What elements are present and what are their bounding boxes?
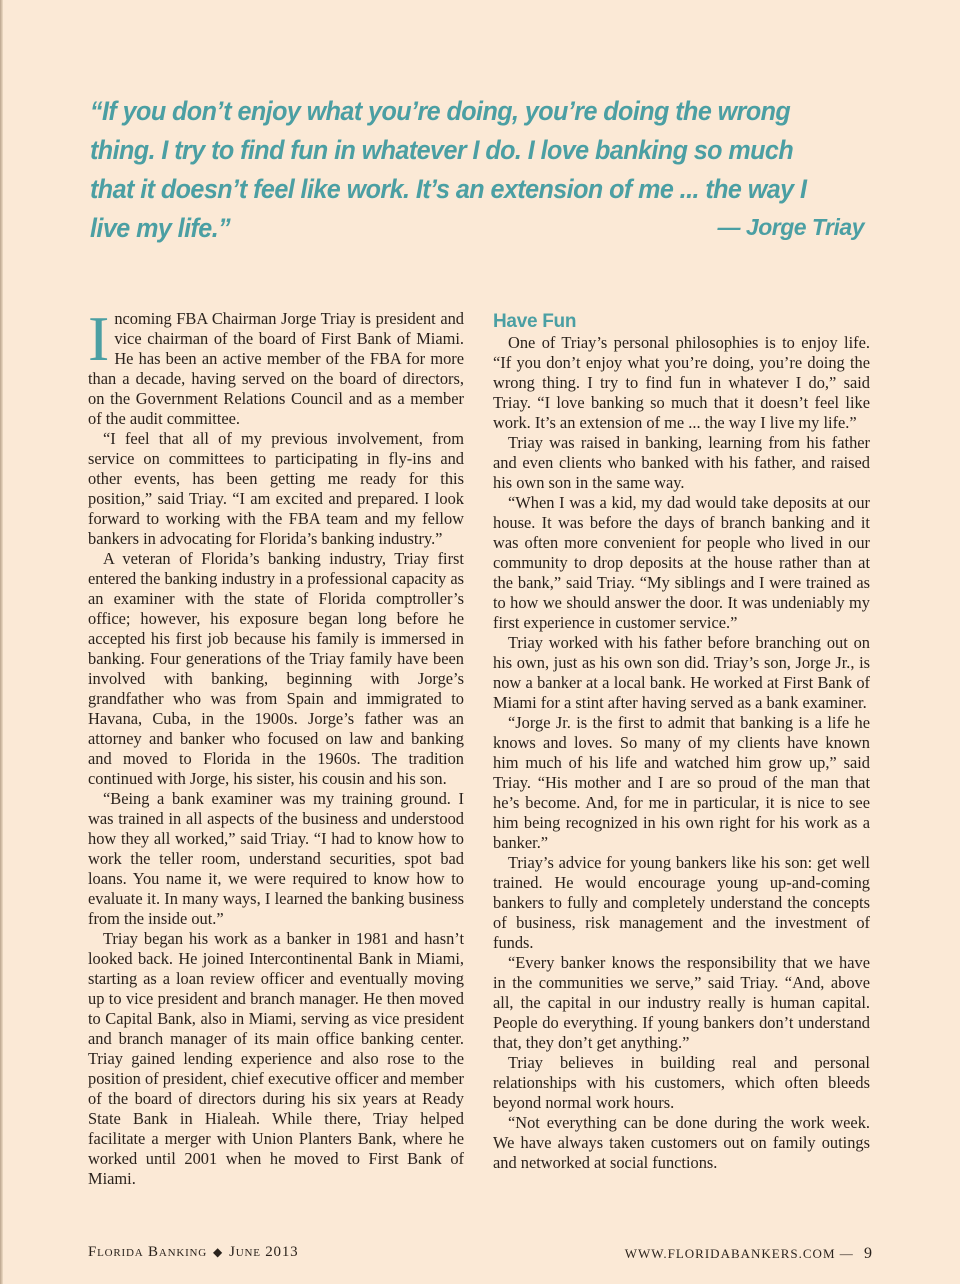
article-paragraph: Triay worked with his father before branching out on his own, just as his own son did. Triay’s son, Jorge Jr., is now a banker at a local bank. He worked at First Bank of Miami for a stint after having served as a bank examiner. <box>493 633 870 712</box>
article-paragraph: Triay began his work as a banker in 1981 and hasn’t looked back. He joined Intercontinental Bank in Miami, starting as a loan review officer and eventually moving up to vice president and branch manager. He then moved to Capital Bank, also in Miami, serving as vice president and branch manager of its main office banking center. Triay gained lending experience and also rose to the position of president, chief executive officer and member of the board of directors during his six years at Ready State Bank in Hialeah. While there, Triay helped facilitate a merger with Union Planters Bank, where he worked until 2001 when he moved to First Bank of Miami. <box>88 929 464 1188</box>
section-heading: Have Fun <box>493 311 577 332</box>
pull-quote: “If you don’t enjoy what you’re doing, you’re doing the wrong thing. I try to find fun in whatever I do. I love banking so much that it doesn’t feel like work. It’s an extension of me ... the way I live my life.” <box>90 96 807 243</box>
pull-quote-attribution: — Jorge Triay <box>717 214 864 240</box>
drop-cap: I <box>88 303 110 374</box>
article-paragraph: Triay’s advice for young bankers like his son: get well trained. He would encourage young up-and-coming bankers to fully and completely understand the concepts of business, risk management and the investment of funds. <box>493 853 870 952</box>
footer-website <box>625 1245 872 1263</box>
article-paragraph: One of Triay’s personal philosophies is to enjoy life. “If you don’t enjoy what you’re doing, you’re doing the wrong thing. I try to find fun in whatever I do,” said Triay. “I love banking so much that it doesn’t feel like work. It’s an extension of me ... the way I live my life.” <box>493 333 870 432</box>
article-paragraph: A veteran of Florida’s banking industry, Triay first entered the banking industry in a professional capacity as an examiner with the state of Florida comptroller’s office; however, his exposure began long before he accepted his first job because his family is immersed in banking. Four generations of the Triay family have been involved with banking, beginning with Jorge’s grandfather who was from Spain and immigrated to Havana, Cuba, in the 1900s. Jorge’s father was an attorney and banker who focused on law and banking and moved to Florida in the 1960s. The tradition continued with Jorge, his sister, his cousin and his son. <box>88 549 464 788</box>
website-url: WWW.FLORIDABANKERS.COM — <box>624 1246 858 1261</box>
article-paragraph: Triay was raised in banking, learning from his father and even clients who banked with his father, and raised his own son in the same way. <box>493 433 870 492</box>
page-edge <box>0 0 3 1284</box>
article-paragraph: “Not everything can be done during the work week. We have always taken customers out on family outings and networked at social functions. <box>493 1113 870 1172</box>
footer-publication <box>88 1244 298 1261</box>
article-paragraph: “I feel that all of my previous involvement, from service on committees to participating in fly-ins and other events, has been getting me ready for this position,” said Triay. “I am excited and prepared. I look forward to working with the FBA team and my fellow bankers in advocating for Florida’s banking industry.” <box>88 429 464 548</box>
article-paragraph <box>88 303 464 429</box>
article-paragraph: “Every banker knows the responsibility that we have in the communities we serve,” said Triay. “And, above all, the capital in our industry really is human capital. People do everything. If young bankers don’t understand that, they don’t get anything.” <box>493 953 870 1052</box>
article-left-column <box>88 303 464 1189</box>
issue-date: June 2013 <box>229 1244 299 1260</box>
paragraph-text: ncoming FBA Chairman Jorge Triay is president and vice chairman of the board of First Bank of Miami. He has been an active member of the FBA for more than a decade, having served on the board of directors, on the Government Relations Council and as a member of the audit committee. <box>88 309 464 428</box>
article-right-column <box>493 311 870 1173</box>
page-number: 9 <box>864 1245 872 1262</box>
article-paragraph: “Being a bank examiner was my training ground. I was trained in all aspects of the business and understood how they all worked,” said Triay. “I had to know how to work the teller room, understand securities, spot bad loans. You name it, we were required to know how to evaluate it. In many ways, I learned the banking business from the inside out.” <box>88 789 464 928</box>
article-paragraph: “Jorge Jr. is the first to admit that banking is a life he knows and loves. So many of my clients have known him much of his life and watched him grow up,” said Triay. “His mother and I are so proud of the man that he’s become. And, for me in particular, it is nice to see him being recognized in his own right for his work as a banker.” <box>493 713 870 852</box>
publication-name: Florida Banking <box>88 1244 208 1260</box>
article-paragraph: “When I was a kid, my dad would take deposits at our house. It was before the days of branch banking and it was often more convenient for people who lived in our community to drop deposits at the house rather than at the bank,” said Triay. “My siblings and I were trained as to how we should answer the door. It was undeniably my first experience in customer service.” <box>493 493 870 632</box>
article-paragraph: Triay believes in building real and personal relationships with his customers, which often bleeds beyond normal work hours. <box>493 1053 870 1112</box>
diamond-icon: ◆ <box>213 1245 224 1259</box>
